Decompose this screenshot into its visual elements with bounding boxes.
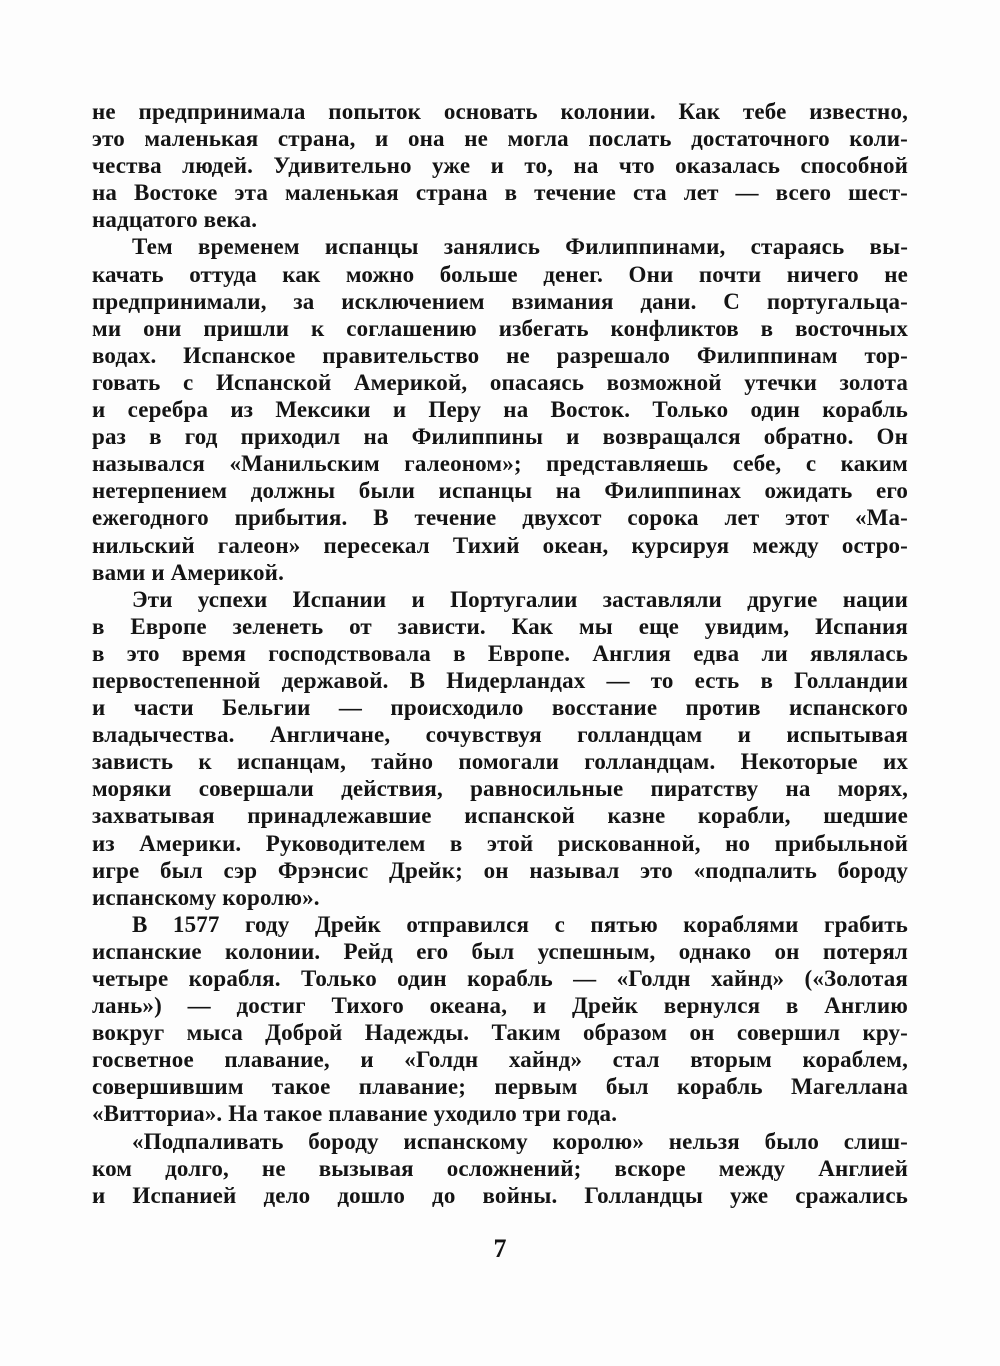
text-line: захватывая принадлежавшие испанской казне корабли, шедшие (92, 803, 908, 829)
text-line: «Витториа». На такое плавание уходило три года. (92, 1101, 618, 1127)
text-line: водах. Испанское правительство не разрешало Филиппинам тор- (92, 342, 908, 368)
text-line: первостепенной державой. В Нидерландах — то есть в Голландии (92, 667, 908, 693)
text-line: из Америки. Руководителем в этой рискованной, но прибыльной (92, 830, 908, 856)
text-line: качать оттуда как можно больше денег. Они почти ничего не (92, 261, 908, 287)
text-line: не предпринимала попыток основать колонии. Как тебе известно, (92, 99, 908, 124)
text-line: госветное плавание, и «Голдн хайнд» стал вторым кораблем, (92, 1047, 908, 1073)
text-line: лань») — достиг Тихого океана, и Дрейк вернулся в Англию (92, 993, 908, 1019)
text-line: надцатого века. (92, 207, 258, 233)
text-line: и серебра из Мексики и Перу на Восток. Только один корабль (92, 397, 908, 423)
text-line: ми они пришли к соглашению избегать конфликтов в восточных (92, 315, 908, 341)
text-line: владычества. Англичане, сочувствуя голландцам и испытывая (92, 722, 908, 748)
text-line: моряки совершали действия, равносильные пиратству на морях, (92, 776, 908, 802)
text-line: нетерпением должны были испанцы на Филиппинах ожидать его (92, 478, 908, 504)
text-line: совершившим такое плавание; первым был корабль Магеллана (92, 1074, 908, 1100)
paragraph (92, 1128, 908, 1209)
text-line: ежегодного прибытия. В течение двухсот сорока лет этот «Ма- (92, 505, 908, 531)
text-line: ком долго, не вызывая осложнений; вскоре между Англией (92, 1155, 908, 1181)
text-line: раз в год приходил на Филиппины и возвращался обратно. Он (92, 424, 908, 450)
paragraph (92, 233, 908, 585)
text-line: игре был сэр Фрэнсис Дрейк; он называл это «подпалить бороду (92, 857, 908, 883)
text-line: В 1577 году Дрейк отправился с пятью кораблями грабить (132, 911, 908, 937)
text-line: «Подпаливать бороду испанскому королю» нельзя было слиш- (132, 1128, 908, 1154)
text-line: Тем временем испанцы занялись Филиппинами, стараясь вы- (132, 234, 908, 260)
text-line: чества людей. Удивительно уже и то, на что оказалась способной (92, 153, 908, 179)
text-line: Эти успехи Испании и Португалии заставляли другие нации (132, 586, 908, 612)
text-line: в Европе зеленеть от зависти. Как мы еще увидим, Испания (92, 613, 908, 639)
paragraph (92, 98, 908, 233)
paragraph (92, 911, 908, 1128)
text-line: и Испанией дело дошло до войны. Голландцы уже сражались (92, 1182, 908, 1208)
text-line: в это время господствовала в Европе. Англия едва ли являлась (92, 640, 908, 666)
paragraph (92, 586, 908, 911)
text-line: нильский галеон» пересекал Тихий океан, курсируя между остро- (92, 532, 908, 558)
page-number: 7 (493, 1234, 507, 1263)
text-line: зависть к испанцам, тайно помогали голландцам. Некоторые их (92, 749, 908, 775)
text-line: четыре корабля. Только один корабль — «Голдн хайнд» («Золотая (92, 966, 908, 991)
text-line: и части Бельгии — происходило восстание против испанского (92, 695, 908, 721)
text-line: назывался «Манильским галеоном»; представляешь себе, с каким (92, 451, 908, 477)
text-line: предпринимали, за исключением взимания дани. С португальца- (92, 288, 908, 314)
text-line: это маленькая страна, и она не могла послать достаточного коли- (92, 126, 908, 152)
text-line: испанские колонии. Рейд его был успешным, однако он потерял (92, 938, 908, 964)
text-line: на Востоке эта маленькая страна в течение ста лет — всего шест- (92, 180, 908, 206)
text-line: испанскому королю». (92, 884, 320, 910)
body-text (92, 98, 908, 1209)
text-line: говать с Испанской Америкой, опасаясь возможной утечки золота (92, 369, 908, 395)
text-line: вами и Америкой. (92, 559, 284, 585)
text-line: вокруг мыса Доброй Надежды. Таким образом он совершил кру- (92, 1020, 908, 1046)
